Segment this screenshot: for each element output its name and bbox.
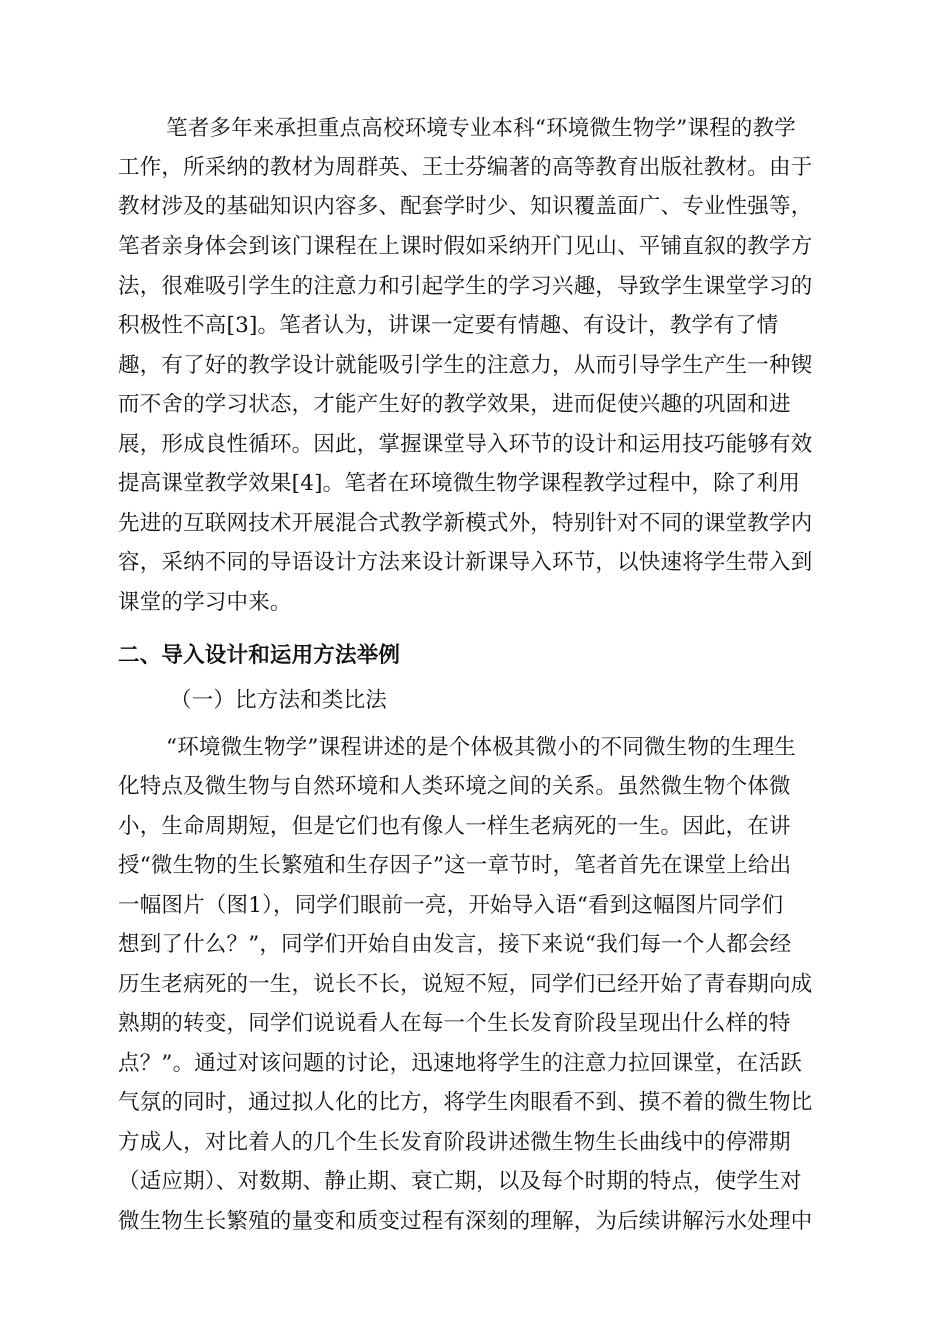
paragraph-line: 气氛的同时，通过拟人化的比方，将学生肉眼看不到、摸不着的微生物比: [118, 1090, 813, 1115]
paragraph-line: 提高课堂教学效果[4]。笔者在环境微生物学课程教学过程中，除了利用: [118, 471, 801, 496]
paragraph-line: 小，生命周期短，但是它们也有像人一样生老病死的一生。因此，在讲: [118, 814, 791, 839]
paragraph-line: 而不舍的学习状态，才能产生好的教学效果，进而促使兴趣的巩固和进: [118, 392, 791, 417]
paragraph-line: 化特点及微生物与自然环境和人类环境之间的关系。虽然微生物个体微: [118, 774, 791, 799]
paragraph-line: 笔者多年来承担重点高校环境专业本科“环境微生物学”课程的教学: [166, 116, 796, 141]
paragraph-line: 展，形成良性循环。因此，掌握课堂导入环节的设计和运用技巧能够有效: [118, 432, 813, 457]
paragraph-line: 趣，有了好的教学设计就能吸引学生的注意力，从而引导学生产生一种锲: [118, 353, 813, 378]
paragraph-line: “环境微生物学”课程讲述的是个体极其微小的不同微生物的生理生: [166, 735, 796, 760]
paragraph-line: 授“微生物的生长繁殖和生存因子”这一章节时，笔者首先在课堂上给出: [118, 853, 792, 878]
paragraph-line: 熟期的转变，同学们说说看人在每一个生长发育阶段呈现出什么样的特: [118, 1011, 791, 1036]
paragraph-line: 笔者亲身体会到该门课程在上课时假如采纳开门见山、平铺直叙的教学方: [118, 234, 813, 259]
section-heading: 二、导入设计和运用方法举例: [118, 643, 401, 668]
paragraph-line: 先进的互联网技术开展混合式教学新模式外，特别针对不同的课堂教学内: [118, 511, 813, 536]
paragraph-line: 一幅图片（图1），同学们眼前一亮，开始导入语“看到这幅图片同学们: [118, 893, 784, 918]
paragraph-line: 点？”。通过对该问题的讨论，迅速地将学生的注意力拉回课堂，在活跃: [118, 1051, 802, 1076]
paragraph-line: （适应期）、对数期、静止期、衰亡期，以及每个时期的特点，使学生对: [118, 1169, 802, 1194]
paragraph-line: 容，采纳不同的导语设计方法来设计新课导入环节，以快速将学生带入到: [118, 550, 813, 575]
paragraph-line: 法，很难吸引学生的注意力和引起学生的学习兴趣，导致学生课堂学习的: [118, 274, 813, 299]
subsection-heading: （一）比方法和类比法: [170, 688, 388, 713]
paragraph-line: 历生老病死的一生，说长不长，说短不短，同学们已经开始了青春期向成: [118, 972, 813, 997]
paragraph-line: 想到了什么？”，同学们开始自由发言，接下来说“我们每一个人都会经: [118, 932, 792, 957]
paragraph-line: 工作，所采纳的教材为周群英、王士芬编著的高等教育出版社教材。由于: [118, 155, 813, 180]
paragraph-line: 方成人，对比着人的几个生长发育阶段讲述微生物生长曲线中的停滞期: [118, 1130, 791, 1155]
paragraph-line: 微生物生长繁殖的量变和质变过程有深刻的理解，为后续讲解污水处理中: [118, 1209, 813, 1234]
paragraph-line: 积极性不高[3]。笔者认为，讲课一定要有情趣、有设计，教学有了情: [118, 313, 779, 338]
paragraph-line: 教材涉及的基础知识内容多、配套学时少、知识覆盖面广、专业性强等，: [118, 194, 813, 219]
paragraph-line: 课堂的学习中来。: [118, 590, 292, 615]
